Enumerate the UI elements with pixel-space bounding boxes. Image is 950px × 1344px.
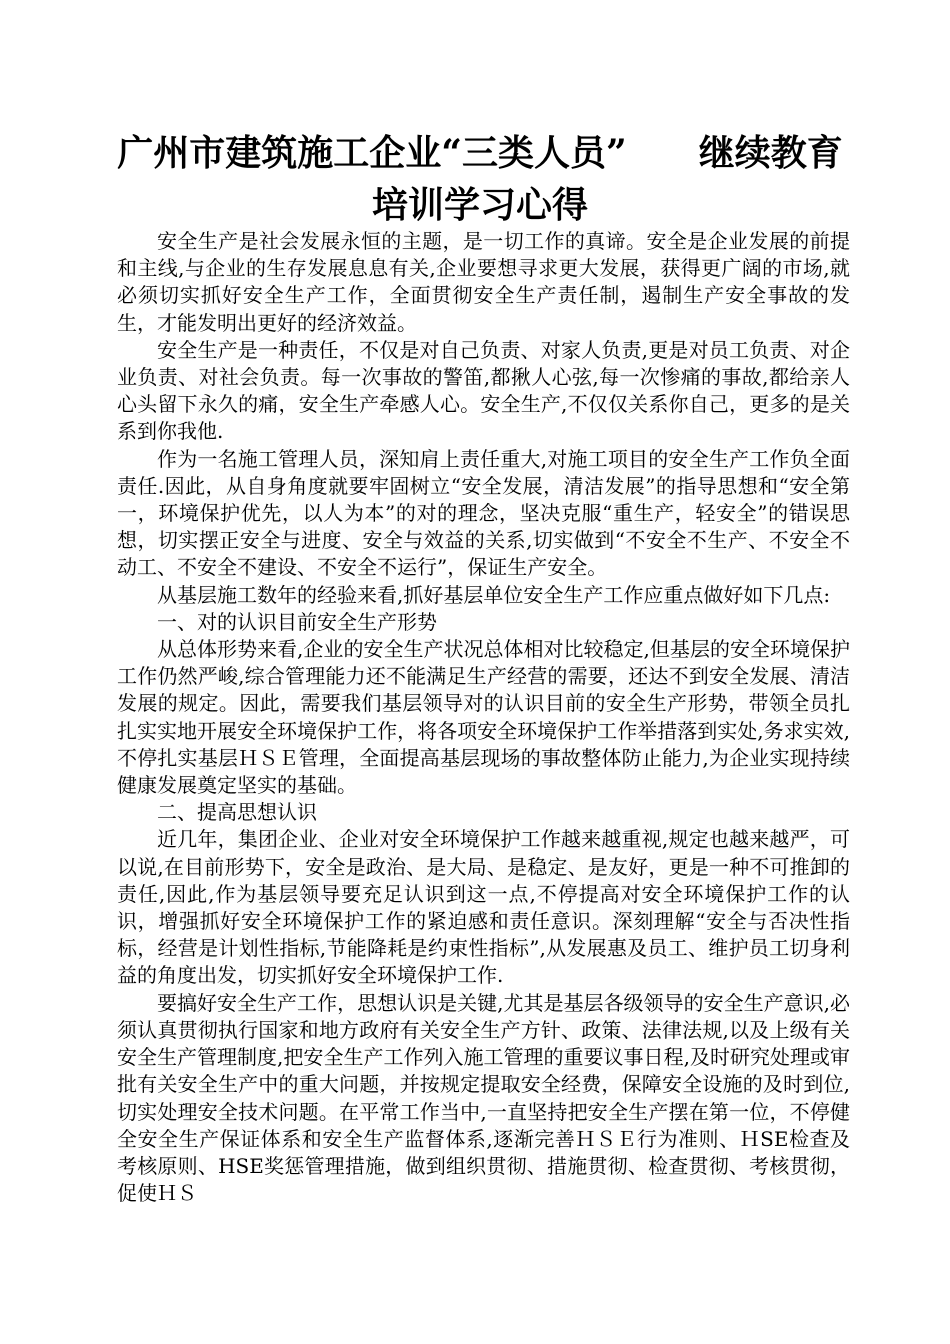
paragraph-responsibility: 安全生产是一种责任，不仅是对自己负责、对家人负责,更是对员工负责、对企业负责、对社会负责。每一次事故的警笛,都揪人心弦,每一次惨痛的事故,都给亲人心头留下永久的痛，安全生产牵感人心。安全生产,不仅仅关系你自己，更多的是关系到你我他.	[117, 337, 850, 444]
section-heading-1: 一、对的认识目前安全生产形势	[157, 609, 437, 634]
paragraph-leadership: 要搞好安全生产工作，思想认识是关键,尤其是基层各级领导的安全生产意识,必须认真贯彻执行国家和地方政府有关安全生产方针、政策、法律法规,以及上级有关安全生产管理制度,把安全生产工作列入施工管理的重要议事日程,及时研究处理或审批有关安全生产中的重大问题，并按规定提取安全经费，保障安全设施的及时到位,切实处理安全技术问题。在平常工作当中,一直坚持把安全生产摆在第一位，不停健全安全生产保证体系和安全生产监督体系,逐渐完善ＨＳＥ行为准则、ＨSE检查及考核原则、HSE奖惩管理措施，做到组织贯彻、措施贯彻、检查贯彻、考核贯彻，促使ＨＳ	[117, 990, 850, 1206]
document-body	[117, 228, 850, 1207]
document-title-line-1: 广州市建筑施工企业“三类人员” 继续教育	[117, 132, 843, 174]
paragraph-manager-role: 作为一名施工管理人员，深知肩上责任重大,对施工项目的安全生产工作负全面责任.因此，从自身角度就要牢固树立“安全发展，清洁发展”的指导思想和“安全第一，环境保护优先，以人为本”的对的理念，坚决克服“重生产，轻安全”的错误思想，切实摆正安全与进度、安全与效益的关系,切实做到“不安全不生产、不安全不动工、不安全不建设、不安全不运行”，保证生产安全。	[117, 446, 850, 580]
section-heading-2: 二、提高思想认识	[157, 800, 317, 825]
paragraph-intro: 安全生产是社会发展永恒的主题，是一切工作的真谛。安全是企业发展的前提和主线,与企业的生存发展息息有关,企业要想寻求更大发展，获得更广阔的市场,就必须切实抓好安全生产工作，全面贯彻安全生产责任制，遏制生产安全事故的发生，才能发明出更好的经济效益。	[117, 229, 850, 335]
document-title-line-2: 培训学习心得	[371, 184, 588, 226]
paragraph-situation: 从总体形势来看,企业的安全生产状况总体相对比较稳定,但基层的安全环境保护工作仍然严峻,综合管理能力还不能满足生产经营的需要，还达不到安全发展、清洁发展的规定。因此，需要我们基层领导对的认识目前的安全生产形势，带领全员扎扎实实地开展安全环境保护工作，将各项安全环境保护工作举措落到实处,务求实效,不停扎实基层ＨＳＥ管理，全面提高基层现场的事故整体防止能力,为企业实现持续健康发展奠定坚实的基础。	[117, 637, 850, 798]
paragraph-key-points: 从基层施工数年的经验来看,抓好基层单位安全生产工作应重点做好如下几点:	[157, 582, 831, 607]
paragraph-awareness: 近几年，集团企业、企业对安全环境保护工作越来越重视,规定也越来越严，可以说,在目前形势下，安全是政治、是大局、是稳定、是友好，更是一种不可推卸的责任,因此,作为基层领导要充足认识到这一点,不停提高对安全环境保护工作的认识，增强抓好安全环境保护工作的紧迫感和责任意识。深刻理解“安全与否决性指标，经营是计划性指标,节能降耗是约束性指标”,从发展惠及员工、维护员工切身利益的角度出发，切实抓好安全环境保护工作.	[117, 827, 850, 988]
